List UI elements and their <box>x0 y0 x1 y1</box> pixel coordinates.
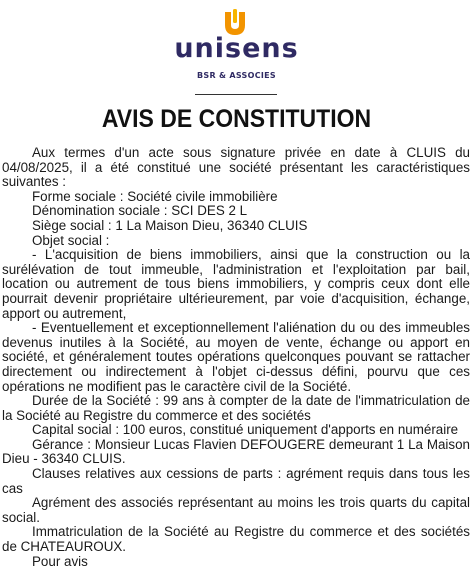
paragraph-agrement: Agrément des associés représentant au moins les trois quarts du capital social. <box>2 495 470 525</box>
paragraph-immatriculation: Immatriculation de la Société au Registre du commerce et des sociétés de CHATEAUROUX. <box>2 524 470 555</box>
paragraph-capital: Capital social : 100 euros, constitué uniquement d'apports en numéraire <box>32 422 459 438</box>
paragraph-objet-social: Objet social : <box>32 232 110 248</box>
paragraph-forme-sociale: Forme sociale : Société civile immobilière <box>32 188 278 204</box>
paragraph-duree: Durée de la Société : 99 ans à compter de la date de l'immatriculation de la Société au Registre du commerce et des sociétés <box>2 393 470 423</box>
paragraph-denomination: Dénomination sociale : SCI DES 2 L <box>32 203 248 219</box>
paragraph-siege-social: Siège social : 1 La Maison Dieu, 36340 CLUIS <box>32 217 308 233</box>
notice-title: AVIS DE CONSTITUTION <box>101 105 372 133</box>
notice-body <box>2 146 470 569</box>
brand-subtitle: BSR & ASSOCIES <box>197 71 276 80</box>
paragraph-objet-2: - Eventuellement et exceptionnellement l'aliénation du ou des immeubles devenus inutiles à la Société, au moyen de vente, échange ou apport en société, et généralement toutes opérations quelconques pouvant se rattacher directement ou indirectement à l'objet ci-dessus défini, pourvu que ces opérations ne modifient pas le caractère civil de la Société. <box>2 320 470 394</box>
paragraph-objet-1: - L'acquisition de biens immobiliers, ainsi que la construction ou la surélévation de tout immeuble, l'administration et l'exploitation par bail, location ou autrement de tous biens immobiliers, y compris ceux dont elle pourrait devenir propriétaire ultérieurement, par voie d'acquisition, échange, apport ou autrement, <box>2 247 470 321</box>
brand-name: unisens <box>174 33 299 64</box>
title-divider <box>195 94 277 95</box>
paragraph-pour-avis: Pour avis <box>32 553 88 569</box>
company-logo <box>0 4 473 82</box>
paragraph-clauses: Clauses relatives aux cessions de parts : agrément requis dans tous les cas <box>2 466 470 496</box>
paragraph-gerance: Gérance : Monsieur Lucas Flavien DEFOUGERE demeurant 1 La Maison Dieu - 36340 CLUIS. <box>2 436 470 467</box>
paragraph-intro: Aux termes d'un acte sous signature privée en date à CLUIS du 04/08/2025, il a été constitué une société présentant les caractéristiques suivantes : <box>2 145 470 190</box>
